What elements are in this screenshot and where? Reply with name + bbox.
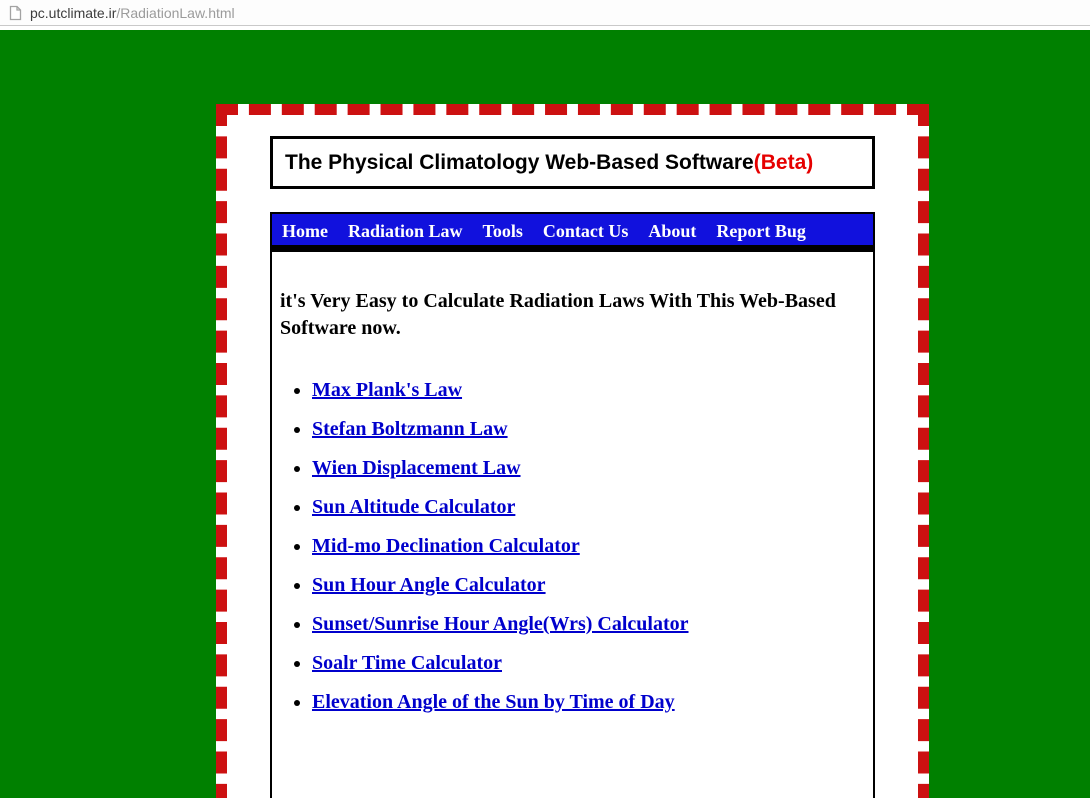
- main-content: [270, 252, 875, 798]
- document-icon: [9, 5, 22, 21]
- url-text: [30, 5, 235, 21]
- law-link-item: [312, 651, 865, 675]
- dashed-content-container: [216, 104, 929, 798]
- beta-badge: (Beta): [753, 150, 814, 174]
- main-nav: [270, 212, 875, 252]
- law-link-item: [312, 573, 865, 597]
- law-link[interactable]: Max Plank's Law: [312, 379, 463, 401]
- nav-item[interactable]: Contact Us: [542, 221, 629, 241]
- law-link-item: [312, 534, 865, 558]
- url-path: /RadiationLaw.html: [116, 4, 235, 21]
- law-link-item: [312, 378, 865, 402]
- law-link[interactable]: Stefan Boltzmann Law: [312, 418, 508, 440]
- law-link[interactable]: Sun Altitude Calculator: [312, 496, 516, 518]
- site-title-box: [270, 136, 875, 189]
- law-link-list: [280, 378, 865, 714]
- page-background: [0, 30, 1090, 798]
- law-link[interactable]: Sunset/Sunrise Hour Angle(Wrs) Calculator: [312, 613, 689, 635]
- site-title: [285, 151, 813, 175]
- site-title-text: The Physical Climatology Web-Based Software: [285, 150, 754, 174]
- nav-item[interactable]: About: [648, 221, 697, 241]
- nav-item[interactable]: Home: [282, 221, 328, 241]
- law-link-item: [312, 690, 865, 714]
- law-link[interactable]: Elevation Angle of the Sun by Time of Day: [312, 691, 675, 713]
- law-link[interactable]: Soalr Time Calculator: [312, 652, 502, 674]
- law-link-item: [312, 456, 865, 480]
- intro-text: it's Very Easy to Calculate Radiation Laws With This Web-Based Software now.: [280, 290, 836, 339]
- nav-item[interactable]: Radiation Law: [347, 221, 463, 241]
- law-link[interactable]: Mid-mo Declination Calculator: [312, 535, 580, 557]
- law-link-item: [312, 417, 865, 441]
- law-link-item: [312, 612, 865, 636]
- law-link[interactable]: Sun Hour Angle Calculator: [312, 574, 546, 596]
- law-link[interactable]: Wien Displacement Law: [312, 457, 521, 479]
- browser-url-bar[interactable]: [0, 0, 1090, 26]
- nav-item[interactable]: Report Bug: [716, 221, 806, 241]
- url-domain: pc.utclimate.ir: [30, 4, 117, 21]
- nav-item[interactable]: Tools: [482, 221, 523, 241]
- law-link-item: [312, 495, 865, 519]
